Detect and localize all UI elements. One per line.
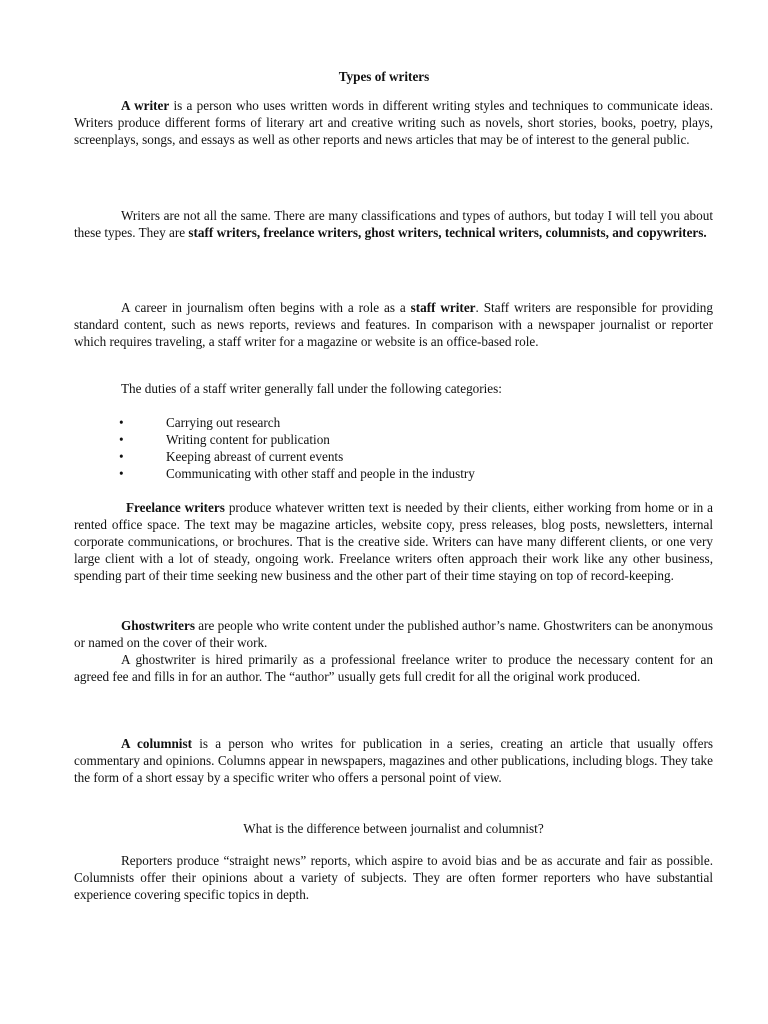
paragraph-writer-definition [74,97,713,148]
term-a-writer: A writer [121,98,170,113]
paragraph-ghostwriter-hire: A ghostwriter is hired primarily as a professional freelance writer to produce the necessary content for an agreed fee and fills in for an author. The “author” usually gets full credit for all the original work produced. [74,652,713,684]
term-a-columnist: A columnist [121,736,192,751]
paragraph-freelance-writers [74,499,713,584]
bullet-icon: • [119,449,124,464]
document-title: Types of writers [338,69,430,84]
paragraph-text: is a person who uses written words in different writing styles and techniques to communicate ideas. Writers produce different forms of literary art and creative writing such as novels, short stories, books, poetry, plays, screenplays, songs, and essays as well as other reports and news articles that may be of interest to the general public. [74,98,713,147]
term-ghostwriters: Ghostwriters [121,618,195,633]
writer-types-list: staff writers, freelance writers, ghost writers, technical writers, columnists, and copywriters. [188,225,707,240]
paragraph-text: produce whatever written text is needed by their clients, either working from home or in a rented office space. The text may be magazine articles, website copy, press releases, blog posts, newsletters, internal corporate communications, or brochures. That is the creative side. Writers can have many different clients, or one very large client with a lot of steady, ongoing work. Freelance writers often approach their work like any other business, spending part of their time seeking new business and the other part of their time staying on top of record-keeping. [74,500,713,583]
paragraph-text: are people who write content under the published author’s name. Ghostwriters can be anonymous or named on the cover of their work. [74,618,713,650]
list-item [74,465,713,482]
paragraph-reporters-vs-columnists: Reporters produce “straight news” reports, which aspire to avoid bias and be as accurate and fair as possible. Columnists offer their opinions about a variety of subjects. They are often former reporters who have substantial experience covering specific topics in depth. [74,853,713,902]
paragraph-text: is a person who writes for publication in a series, creating an article that usually offers commentary and opinions. Columns appear in newspapers, magazines and other publications, including blogs. They take the form of a short essay by a specific writer who offers a personal point of view. [74,736,713,785]
bullet-icon: • [119,415,124,430]
bullet-icon: • [119,466,124,481]
paragraph-writer-types [74,207,713,241]
term-staff-writer: staff writer [410,300,476,315]
list-item [74,414,713,431]
list-item [74,431,713,448]
section-question: What is the difference between journalist and columnist? [243,821,544,836]
paragraph-text: A career in journalism often begins with a role as a [121,300,411,315]
list-item [74,448,713,465]
paragraph-text: Writers are not all the same. There are many classifications and types of authors, but today I will tell you about these types. They are [74,208,713,240]
list-item-text: Writing content for publication [166,432,330,447]
list-item-text: Keeping abreast of current events [166,449,344,464]
paragraph-ghostwriters [74,617,713,651]
paragraph-duties-intro: The duties of a staff writer generally fall under the following categories: [121,381,502,396]
bullet-icon: • [119,432,124,447]
list-item-text: Communicating with other staff and people in the industry [166,466,475,481]
paragraph-text: . Staff writers are responsible for providing standard content, such as news reports, reviews and features. In comparison with a newspaper journalist or reporter which requires traveling, a staff writer for a magazine or website is an office-based role. [74,300,713,349]
term-freelance-writers: Freelance writers [126,500,225,515]
paragraph-columnist [74,735,713,786]
duties-list [74,414,713,482]
list-item-text: Carrying out research [166,415,281,430]
paragraph-staff-writer [74,299,713,350]
